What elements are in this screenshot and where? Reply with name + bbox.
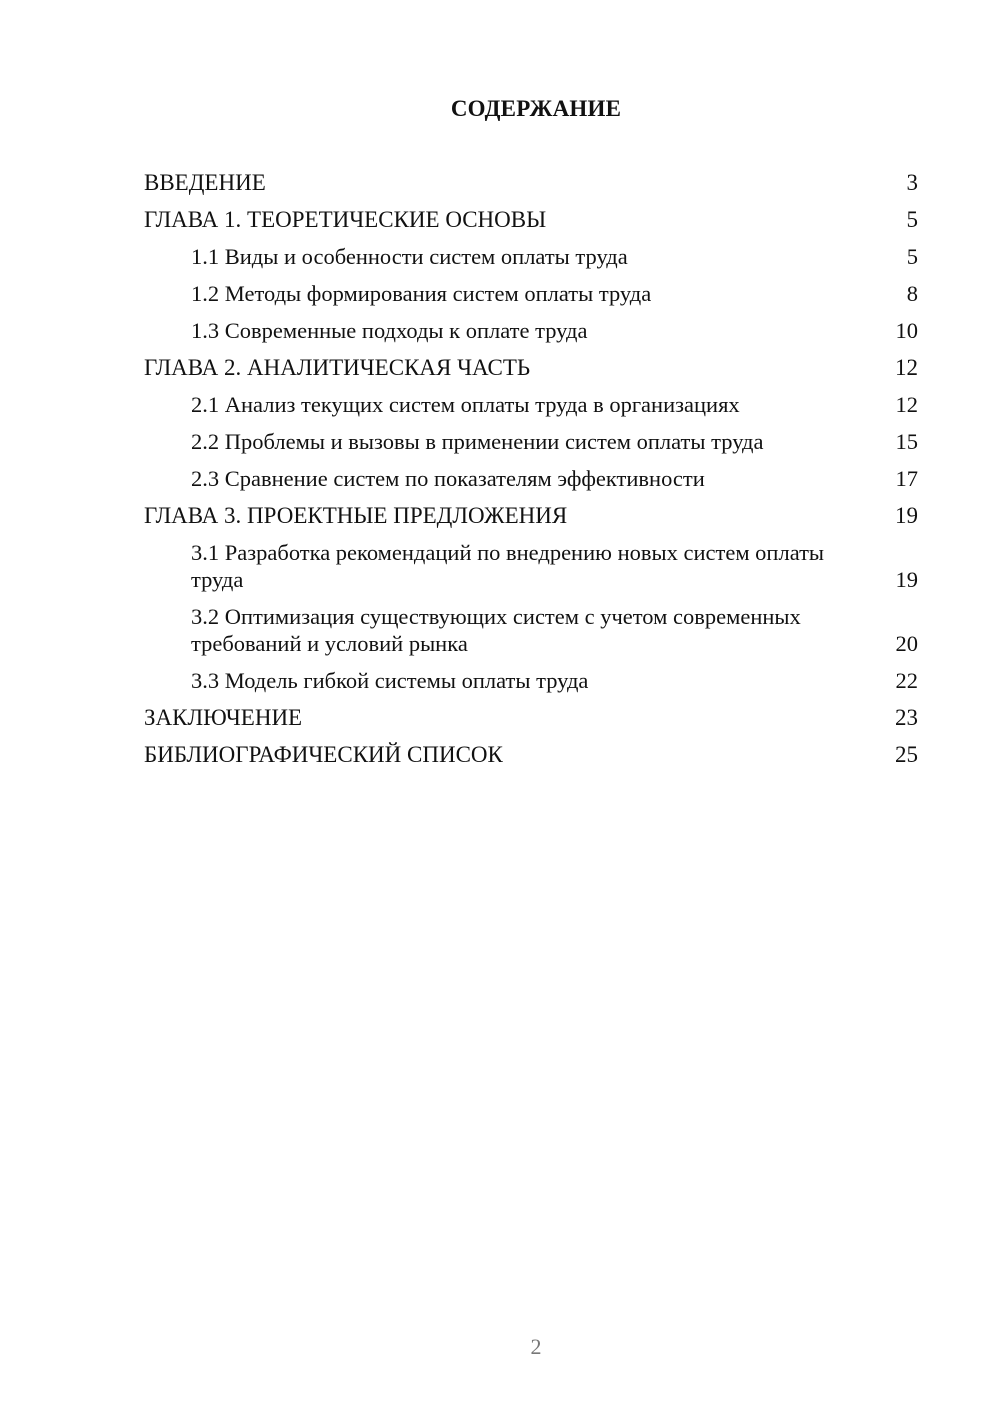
toc-entry-text: 3.3 Модель гибкой системы оплаты труда xyxy=(191,668,589,693)
toc-entry-page: 12 xyxy=(895,392,918,417)
toc-entry-section-1-2 xyxy=(144,280,918,307)
toc-entry-page: 17 xyxy=(895,466,918,491)
toc-entry-text: 2.1 Анализ текущих систем оплаты труда в организациях xyxy=(191,392,740,417)
toc-entry-text: 2.2 Проблемы и вызовы в применении систем оплаты труда xyxy=(191,429,764,454)
toc-entry-text: 3.1 Разработка рекомендаций по внедрению новых систем оплаты труда xyxy=(191,540,825,592)
toc-entry-chapter-2 xyxy=(144,354,918,381)
toc-entry-section-2-3 xyxy=(144,465,918,492)
toc-entry-text: ЗАКЛЮЧЕНИЕ xyxy=(144,705,303,730)
toc-entry-text: ВВЕДЕНИЕ xyxy=(144,170,266,195)
toc-title: СОДЕРЖАНИЕ xyxy=(450,96,622,121)
toc-entry-bibliography xyxy=(144,741,918,768)
toc-entry-page: 8 xyxy=(906,281,918,306)
toc-entry-text: ГЛАВА 3. ПРОЕКТНЫЕ ПРЕДЛОЖЕНИЯ xyxy=(144,503,568,528)
toc-entry-section-1-1 xyxy=(144,243,918,270)
toc-entry-page: 10 xyxy=(895,318,918,343)
toc-entry-page: 22 xyxy=(895,668,918,693)
toc-entry-section-2-1 xyxy=(144,391,918,418)
toc-entry-chapter-1 xyxy=(144,206,918,233)
toc-entry-text: БИБЛИОГРАФИЧЕСКИЙ СПИСОК xyxy=(144,742,503,767)
toc-entry-page: 15 xyxy=(895,429,918,454)
toc-entry-page: 19 xyxy=(895,567,918,592)
toc-entry-page: 25 xyxy=(895,742,918,767)
toc-entry-section-3-1 xyxy=(144,539,918,593)
toc-entry-page: 3 xyxy=(906,170,918,195)
toc-entry-text: ГЛАВА 2. АНАЛИТИЧЕСКАЯ ЧАСТЬ xyxy=(144,355,531,380)
toc-entry-page: 20 xyxy=(895,631,918,656)
toc-entry-text: 1.2 Методы формирования систем оплаты труда xyxy=(191,281,652,306)
toc-entry-page: 5 xyxy=(906,207,918,232)
toc-entry-section-3-2 xyxy=(144,603,918,657)
toc-entry-section-3-3 xyxy=(144,667,918,694)
page-number: 2 xyxy=(530,1334,542,1359)
toc-entry-text: 1.3 Современные подходы к оплате труда xyxy=(191,318,588,343)
toc-entry-text: 2.3 Сравнение систем по показателям эффективности xyxy=(191,466,705,491)
toc-entry-text: 3.2 Оптимизация существующих систем с учетом современных требований и условий рынка xyxy=(191,604,801,656)
toc-entry-section-2-2 xyxy=(144,428,918,455)
toc-entry-chapter-3 xyxy=(144,502,918,529)
toc-entry-text: ГЛАВА 1. ТЕОРЕТИЧЕСКИЕ ОСНОВЫ xyxy=(144,207,547,232)
toc-entry-text: 1.1 Виды и особенности систем оплаты труда xyxy=(191,244,628,269)
table-of-contents xyxy=(144,169,918,778)
toc-entry-page: 5 xyxy=(906,244,918,269)
toc-entry-page: 23 xyxy=(895,705,918,730)
toc-entry-conclusion xyxy=(144,704,918,731)
toc-entry-page: 19 xyxy=(895,503,918,528)
toc-entry-page: 12 xyxy=(895,355,918,380)
toc-entry-introduction xyxy=(144,169,918,196)
toc-entry-section-1-3 xyxy=(144,317,918,344)
